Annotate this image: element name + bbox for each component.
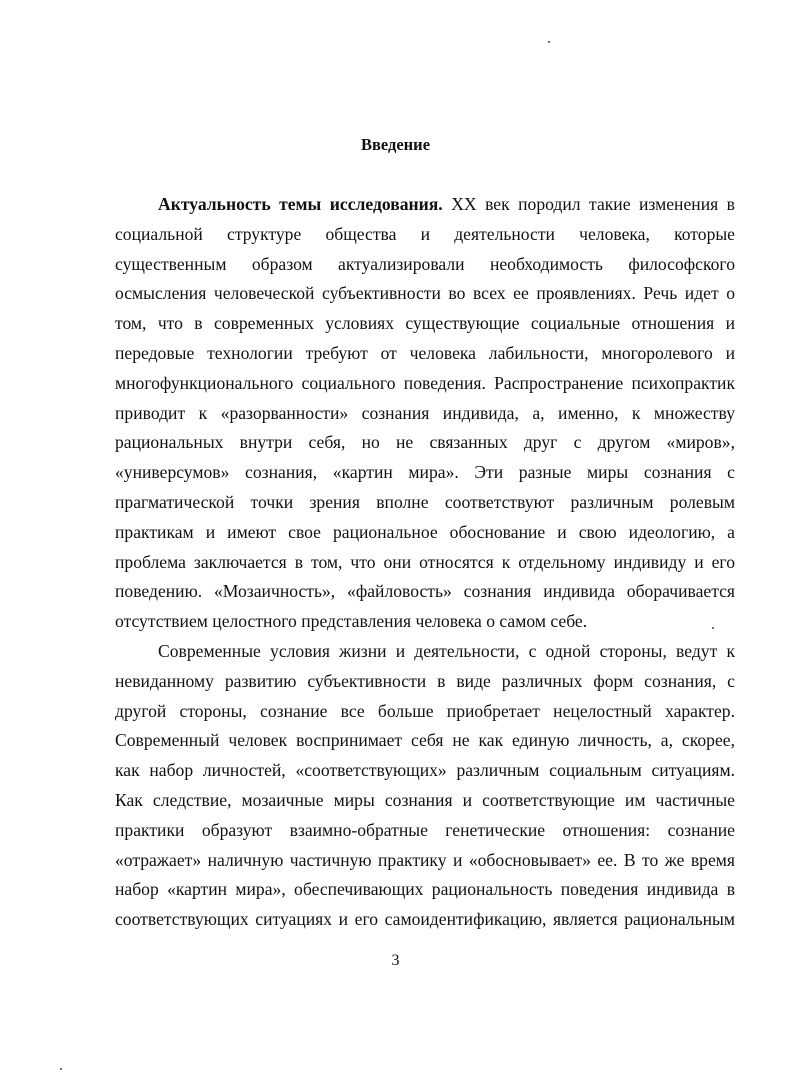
text-line: социальной структуре общества и деятельности человека, которые xyxy=(115,223,735,244)
text-line: проблема заключается в том, что они относятся к отдельному индивиду и его xyxy=(115,551,735,572)
paragraph-lead: Актуальность темы исследования. xyxy=(158,194,443,214)
text-line: Современные условия жизни и деятельности, с одной стороны, ведут к xyxy=(158,640,735,661)
text-line: том, что в современных условиях существующие социальные отношения и xyxy=(115,313,735,334)
text-line: невиданному развитию субъективности в виде различных форм сознания, с xyxy=(115,670,735,691)
text-line: Современный человек воспринимает себя не как единую личность, а, скорее, xyxy=(115,730,735,751)
body-text xyxy=(115,190,735,935)
text-line: существенным образом актуализировали необходимость философского xyxy=(115,253,735,274)
text-line: соответствующих ситуациях и его самоидентификацию, является рациональным xyxy=(115,909,735,930)
text-line: передовые технологии требуют от человека лабильности, многоролевого и xyxy=(115,342,735,363)
text-line: рациональных внутри себя, но не связанных друг с другом «миров», xyxy=(115,432,735,453)
paragraph-1 xyxy=(115,190,735,637)
text-line: осмысления человеческой субъективности во всех ее проявлениях. Речь идет о xyxy=(115,283,735,304)
text-line: «универсумов» сознания, «картин мира». Эти разные миры сознания с xyxy=(115,462,735,483)
scan-speck xyxy=(60,1068,62,1070)
paragraph-2 xyxy=(115,637,735,935)
page-title: Введение xyxy=(360,135,431,154)
scan-speck xyxy=(548,41,550,43)
page-number: 3 xyxy=(391,952,400,969)
text-line: Как следствие, мозаичные миры сознания и соответствующие им частичные xyxy=(115,789,735,810)
text-line: «отражает» наличную частичную практику и «обосновывает» ее. В то же время xyxy=(115,849,735,870)
text-line: как набор личностей, «соответствующих» различным социальным ситуациям. xyxy=(115,760,735,781)
text-line: приводит к «разорванности» сознания индивида, а, именно, к множеству xyxy=(115,402,735,423)
text-line: практики образуют взаимно-обратные генетические отношения: сознание xyxy=(115,819,735,840)
text-line: практикам и имеют свое рациональное обоснование и свою идеологию, а xyxy=(115,521,735,542)
text-line: набор «картин мира», обеспечивающих рациональность поведения индивида в xyxy=(115,879,735,900)
text-line: отсутствием целостного представления человека о самом себе. xyxy=(115,611,588,632)
text-line: поведению. «Мозаичность», «файловость» сознания индивида оборачивается xyxy=(115,581,735,602)
text-line: другой стороны, сознание все больше приобретает нецелостный характер. xyxy=(115,700,735,721)
text-line: многофункционального социального поведения. Распространение психопрактик xyxy=(115,372,735,393)
text-line: прагматической точки зрения вполне соответствуют различным ролевым xyxy=(115,491,735,512)
text-line: Актуальность темы исследования. XX век породил такие изменения в xyxy=(158,194,735,214)
